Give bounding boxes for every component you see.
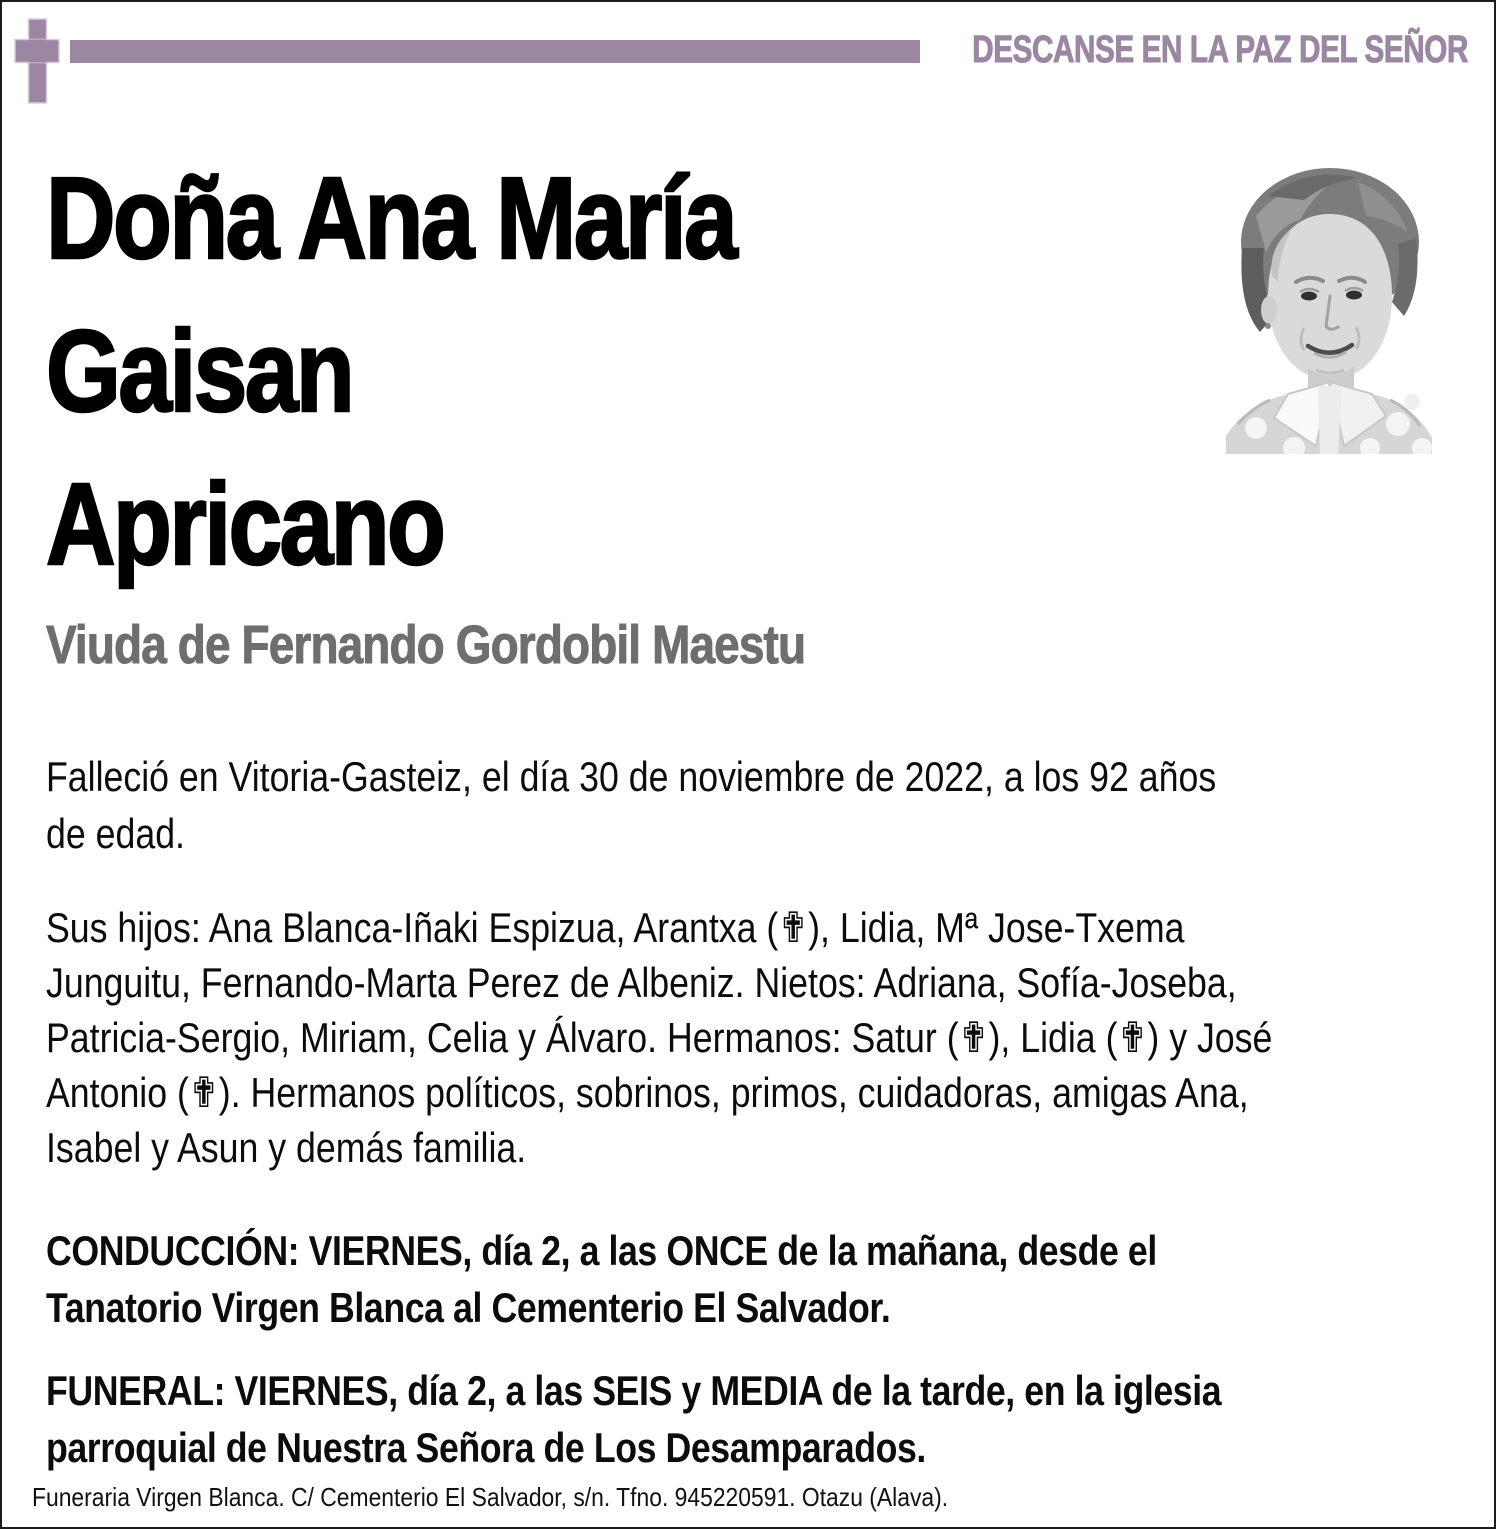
latin-cross-icon (14, 18, 60, 104)
death-notice-paragraph: Falleció en Vitoria-Gasteiz, el día 30 de noviembre de 2022, a los 92 años de edad. (46, 753, 1217, 857)
relationship-subtitle: Viuda de Fernando Gordobil Maestu (46, 615, 806, 675)
funeral-paragraph: FUNERAL: VIERNES, día 2, a las SEIS y MEDIA de la tarde, en la iglesia parroquial de Nuestra Señora de Los Desamparados. (46, 1367, 1222, 1471)
conduccion-paragraph: CONDUCCIÓN: VIERNES, día 2, a las ONCE de la mañana, desde el Tanatorio Virgen Blanca al Cementerio El Salvador. (46, 1227, 1157, 1331)
family-paragraph: Sus hijos: Ana Blanca-Iñaki Espizua, Arantxa (✟), Lidia, Mª Jose-Txema Junguitu, Fernando-Marta Perez de Albeniz. Nietos: Adriana, Sofía-Joseba, Patricia-Sergio, Miriam, Celia y Álvaro. Hermanos: Satur (✟), Lidia (✟) y José Antonio (✟). Hermanos políticos, sobrinos, primos, cuidadoras, amigas Ana, Isabel y Asun y demás familia. (46, 904, 1273, 1171)
header-rule-bar (70, 40, 920, 63)
deceased-name: Doña Ana María Gaisan Apricano (46, 153, 736, 589)
funeral-home-footer: Funeraria Virgen Blanca. C/ Cementerio El Salvador, s/n. Tfno. 945220591. Otazu (Alava). (32, 1482, 949, 1512)
portrait-photo (1208, 156, 1450, 454)
header-motto: DESCANSE EN LA PAZ DEL SEÑOR (972, 29, 1468, 71)
